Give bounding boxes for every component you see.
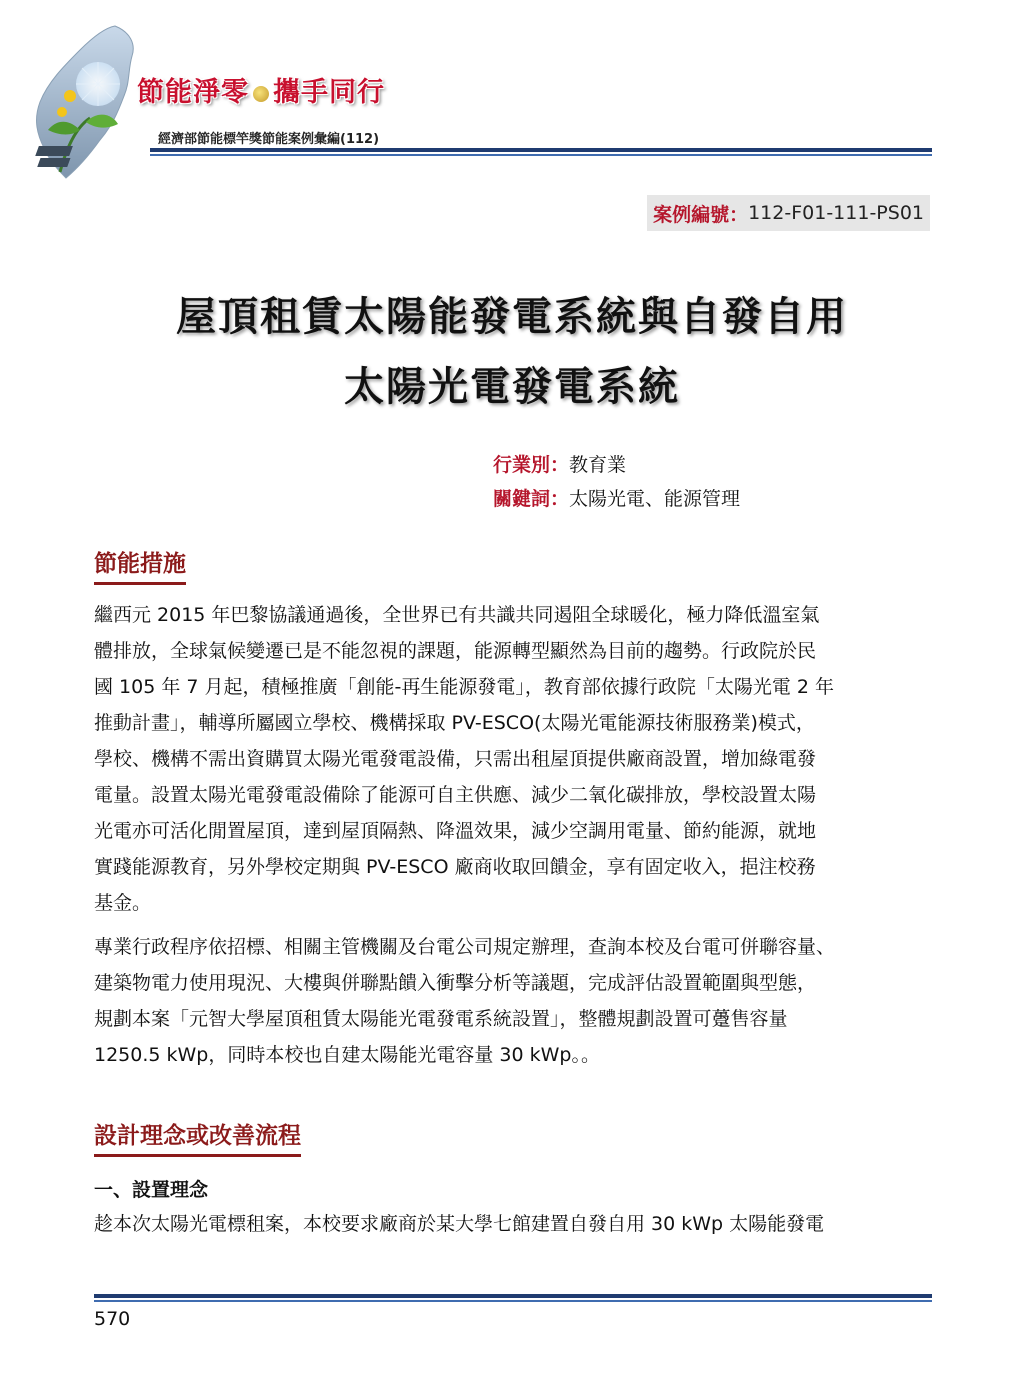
- publication-subtitle: 經濟部節能標竿獎節能案例彙編(112): [158, 132, 380, 147]
- page-title-line1: 屋頂租賃太陽能發電系統與自發自用: [176, 294, 848, 340]
- keywords-label: 關鍵詞：: [493, 488, 570, 510]
- header-rule-thick: [150, 148, 932, 152]
- subheading-setup-concept: 一、設置理念: [94, 1179, 209, 1201]
- page-title-line2: 太陽光電發電系統: [344, 364, 680, 410]
- slogan-separator-icon: [253, 86, 269, 102]
- section-heading-energy-measures: 節能措施: [94, 545, 186, 585]
- header-rule-thin: [150, 154, 932, 156]
- text-line: 建築物電力使用現況、大樓與併聯點饋入衝擊分析等議題，完成評估設置範圍與型態，: [94, 972, 817, 994]
- text-line: 體排放，全球氣候變遷已是不能忽視的課題，能源轉型顯然為目前的趨勢。行政院於民: [94, 640, 817, 662]
- footer-rule-thin: [94, 1300, 932, 1302]
- page-number: 570: [94, 1308, 131, 1330]
- text-line: 基金。: [94, 892, 152, 914]
- text-line: 專業行政程序依招標、相關主管機關及台電公司規定辦理，查詢本校及台電可併聯容量、: [94, 936, 836, 958]
- case-number-box: [647, 195, 930, 231]
- paragraph-procedure: [94, 929, 932, 1073]
- keywords-row: [493, 484, 740, 511]
- text-line: 學校、機構不需出資購買太陽光電發電設備，只需出租屋頂提供廠商設置，增加綠電發: [94, 748, 817, 770]
- footer-rule-thick: [94, 1294, 932, 1298]
- paragraph-background: [94, 597, 932, 921]
- text-line: 國 105 年 7 月起，積極推廣「創能-再生能源發電」，教育部依據行政院「太陽光電 2 年: [94, 676, 835, 698]
- paragraph-setup-concept: [94, 1206, 932, 1242]
- text-line: 光電亦可活化閒置屋頂，達到屋頂隔熱、降溫效果，減少空調用電量、節約能源，就地: [94, 820, 817, 842]
- text-line: 實踐能源教育，另外學校定期與 PV-ESCO 廠商收取回饋金，享有固定收入，挹注校務: [94, 856, 816, 878]
- text-line: 繼西元 2015 年巴黎協議通過後，全世界已有共識共同遏阻全球暖化，極力降低溫室氣: [94, 604, 820, 626]
- industry-label: 行業別：: [493, 454, 570, 476]
- slogan-part2: 攜手同行: [273, 77, 385, 108]
- slogan-part1: 節能淨零: [137, 77, 249, 108]
- case-number-value: 112-F01-111-PS01: [748, 202, 924, 224]
- section-heading-design-concept: 設計理念或改善流程: [94, 1117, 301, 1157]
- text-line: 推動計畫」，輔導所屬國立學校、機構採取 PV-ESCO(太陽光電能源技術服務業)模式，: [94, 712, 815, 734]
- text-line: 電量。設置太陽光電發電設備除了能源可自主供應、減少二氧化碳排放，學校設置太陽: [94, 784, 817, 806]
- keywords-value: 太陽光電、能源管理: [569, 488, 741, 510]
- industry-value: 教育業: [569, 454, 627, 476]
- text-line: 趁本次太陽光電標租案，本校要求廠商於某大學七館建置自發自用 30 kWp 太陽能發電: [94, 1213, 825, 1235]
- text-line: 1250.5 kWp，同時本校也自建太陽能光電容量 30 kWp。。: [94, 1044, 600, 1066]
- industry-row: [493, 450, 626, 477]
- slogan: [137, 70, 385, 109]
- case-number-label: 案例編號：: [653, 203, 749, 226]
- page-header: [0, 0, 1024, 190]
- text-line: 規劃本案「元智大學屋頂租賃太陽能光電發電系統設置」，整體規劃設置可躉售容量: [94, 1008, 788, 1030]
